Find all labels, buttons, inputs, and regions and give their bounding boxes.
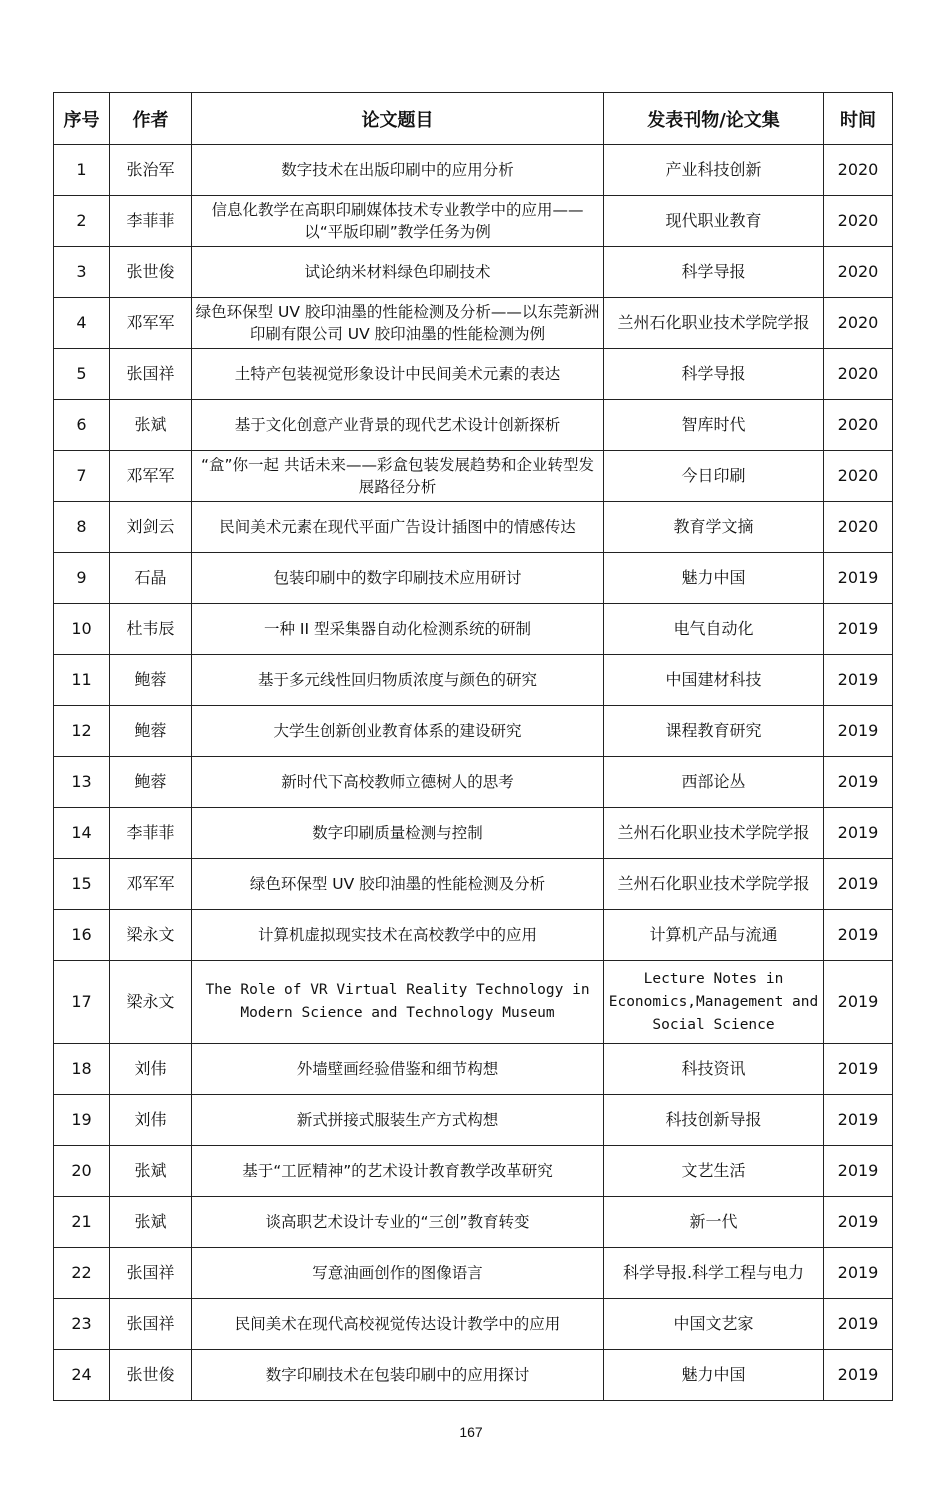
cell-journal: 中国文艺家 bbox=[604, 1299, 824, 1350]
cell-author: 鲍蓉 bbox=[110, 655, 192, 706]
cell-journal: 智库时代 bbox=[604, 400, 824, 451]
table-row bbox=[54, 400, 893, 451]
table-row bbox=[54, 196, 893, 247]
cell-title: 基于“工匠精神”的艺术设计教育教学改革研究 bbox=[192, 1146, 604, 1197]
cell-year: 2019 bbox=[824, 706, 893, 757]
table-row bbox=[54, 1197, 893, 1248]
header-author: 作者 bbox=[110, 93, 192, 145]
cell-title: 外墙壁画经验借鉴和细节构想 bbox=[192, 1044, 604, 1095]
table-row bbox=[54, 1350, 893, 1401]
table-row bbox=[54, 961, 893, 1044]
cell-title: 基于文化创意产业背景的现代艺术设计创新探析 bbox=[192, 400, 604, 451]
cell-year: 2019 bbox=[824, 1248, 893, 1299]
cell-journal: 今日印刷 bbox=[604, 451, 824, 502]
cell-author: 邓军军 bbox=[110, 298, 192, 349]
cell-title: 包装印刷中的数字印刷技术应用研讨 bbox=[192, 553, 604, 604]
cell-title: 谈高职艺术设计专业的“三创”教育转变 bbox=[192, 1197, 604, 1248]
cell-journal: Lecture Notes in Economics,Management and Social Science bbox=[604, 961, 824, 1044]
cell-author: 张斌 bbox=[110, 1197, 192, 1248]
cell-title: 民间美术在现代高校视觉传达设计教学中的应用 bbox=[192, 1299, 604, 1350]
cell-no: 16 bbox=[54, 910, 110, 961]
cell-author: 石晶 bbox=[110, 553, 192, 604]
cell-no: 20 bbox=[54, 1146, 110, 1197]
cell-year: 2019 bbox=[824, 1044, 893, 1095]
cell-title: 绿色环保型 UV 胶印油墨的性能检测及分析——以东莞新洲印刷有限公司 UV 胶印油墨的性能检测为例 bbox=[192, 298, 604, 349]
cell-no: 24 bbox=[54, 1350, 110, 1401]
cell-title: 数字印刷质量检测与控制 bbox=[192, 808, 604, 859]
cell-year: 2020 bbox=[824, 349, 893, 400]
table-row bbox=[54, 910, 893, 961]
cell-title: “盒”你一起 共话未来——彩盒包装发展趋势和企业转型发展路径分析 bbox=[192, 451, 604, 502]
table-row bbox=[54, 604, 893, 655]
cell-journal: 科学导报.科学工程与电力 bbox=[604, 1248, 824, 1299]
cell-journal: 计算机产品与流通 bbox=[604, 910, 824, 961]
cell-author: 鲍蓉 bbox=[110, 706, 192, 757]
cell-title: 写意油画创作的图像语言 bbox=[192, 1248, 604, 1299]
cell-year: 2019 bbox=[824, 961, 893, 1044]
cell-year: 2020 bbox=[824, 298, 893, 349]
cell-journal: 魅力中国 bbox=[604, 553, 824, 604]
cell-author: 梁永文 bbox=[110, 910, 192, 961]
cell-year: 2019 bbox=[824, 1146, 893, 1197]
cell-title: 试论纳米材料绿色印刷技术 bbox=[192, 247, 604, 298]
cell-year: 2020 bbox=[824, 196, 893, 247]
cell-year: 2019 bbox=[824, 859, 893, 910]
cell-author: 张国祥 bbox=[110, 1299, 192, 1350]
cell-author: 张治军 bbox=[110, 145, 192, 196]
cell-journal: 科学导报 bbox=[604, 247, 824, 298]
cell-year: 2019 bbox=[824, 808, 893, 859]
cell-journal: 电气自动化 bbox=[604, 604, 824, 655]
cell-author: 邓军军 bbox=[110, 859, 192, 910]
cell-journal: 现代职业教育 bbox=[604, 196, 824, 247]
cell-year: 2019 bbox=[824, 1197, 893, 1248]
cell-no: 2 bbox=[54, 196, 110, 247]
cell-author: 张国祥 bbox=[110, 1248, 192, 1299]
cell-journal: 文艺生活 bbox=[604, 1146, 824, 1197]
table-row bbox=[54, 655, 893, 706]
cell-journal: 兰州石化职业技术学院学报 bbox=[604, 808, 824, 859]
table-row bbox=[54, 706, 893, 757]
cell-no: 5 bbox=[54, 349, 110, 400]
cell-year: 2019 bbox=[824, 655, 893, 706]
cell-year: 2019 bbox=[824, 553, 893, 604]
cell-no: 8 bbox=[54, 502, 110, 553]
cell-no: 13 bbox=[54, 757, 110, 808]
cell-author: 鲍蓉 bbox=[110, 757, 192, 808]
cell-journal: 产业科技创新 bbox=[604, 145, 824, 196]
cell-no: 12 bbox=[54, 706, 110, 757]
cell-journal: 教育学文摘 bbox=[604, 502, 824, 553]
cell-author: 张斌 bbox=[110, 1146, 192, 1197]
cell-author: 刘伟 bbox=[110, 1044, 192, 1095]
cell-author: 张国祥 bbox=[110, 349, 192, 400]
cell-no: 17 bbox=[54, 961, 110, 1044]
cell-year: 2019 bbox=[824, 1350, 893, 1401]
cell-no: 3 bbox=[54, 247, 110, 298]
header-title: 论文题目 bbox=[192, 93, 604, 145]
cell-year: 2020 bbox=[824, 400, 893, 451]
cell-journal: 西部论丛 bbox=[604, 757, 824, 808]
page-number: 167 bbox=[459, 1424, 483, 1440]
cell-year: 2020 bbox=[824, 145, 893, 196]
cell-author: 张斌 bbox=[110, 400, 192, 451]
table-row bbox=[54, 247, 893, 298]
cell-author: 李菲菲 bbox=[110, 808, 192, 859]
table-body bbox=[54, 145, 893, 1401]
cell-no: 4 bbox=[54, 298, 110, 349]
cell-title: 基于多元线性回归物质浓度与颜色的研究 bbox=[192, 655, 604, 706]
table-row bbox=[54, 1095, 893, 1146]
cell-journal: 兰州石化职业技术学院学报 bbox=[604, 859, 824, 910]
table-row bbox=[54, 553, 893, 604]
cell-journal: 科技资讯 bbox=[604, 1044, 824, 1095]
cell-title: 新式拼接式服装生产方式构想 bbox=[192, 1095, 604, 1146]
cell-year: 2019 bbox=[824, 910, 893, 961]
cell-no: 15 bbox=[54, 859, 110, 910]
cell-no: 7 bbox=[54, 451, 110, 502]
table-row bbox=[54, 1146, 893, 1197]
table-row bbox=[54, 859, 893, 910]
cell-journal: 兰州石化职业技术学院学报 bbox=[604, 298, 824, 349]
table-row bbox=[54, 451, 893, 502]
table-row bbox=[54, 298, 893, 349]
cell-title: 大学生创新创业教育体系的建设研究 bbox=[192, 706, 604, 757]
cell-no: 11 bbox=[54, 655, 110, 706]
cell-year: 2019 bbox=[824, 757, 893, 808]
cell-author: 刘伟 bbox=[110, 1095, 192, 1146]
cell-no: 22 bbox=[54, 1248, 110, 1299]
cell-title: 计算机虚拟现实技术在高校教学中的应用 bbox=[192, 910, 604, 961]
table-row bbox=[54, 145, 893, 196]
table-row bbox=[54, 1044, 893, 1095]
cell-title: 绿色环保型 UV 胶印油墨的性能检测及分析 bbox=[192, 859, 604, 910]
cell-title: The Role of VR Virtual Reality Technology in Modern Science and Technology Museum bbox=[192, 961, 604, 1044]
cell-no: 18 bbox=[54, 1044, 110, 1095]
header-row bbox=[54, 93, 893, 145]
cell-journal: 课程教育研究 bbox=[604, 706, 824, 757]
header-no: 序号 bbox=[54, 93, 110, 145]
cell-year: 2020 bbox=[824, 502, 893, 553]
cell-no: 6 bbox=[54, 400, 110, 451]
cell-author: 杜韦辰 bbox=[110, 604, 192, 655]
cell-title: 数字技术在出版印刷中的应用分析 bbox=[192, 145, 604, 196]
cell-year: 2019 bbox=[824, 604, 893, 655]
cell-no: 14 bbox=[54, 808, 110, 859]
cell-title: 一种 II 型采集器自动化检测系统的研制 bbox=[192, 604, 604, 655]
cell-no: 23 bbox=[54, 1299, 110, 1350]
cell-no: 19 bbox=[54, 1095, 110, 1146]
cell-author: 梁永文 bbox=[110, 961, 192, 1044]
cell-title: 信息化教学在高职印刷媒体技术专业教学中的应用——以“平版印刷”教学任务为例 bbox=[192, 196, 604, 247]
table-row bbox=[54, 1299, 893, 1350]
table-row bbox=[54, 808, 893, 859]
header-year: 时间 bbox=[824, 93, 893, 145]
cell-journal: 新一代 bbox=[604, 1197, 824, 1248]
cell-no: 10 bbox=[54, 604, 110, 655]
cell-no: 1 bbox=[54, 145, 110, 196]
cell-year: 2020 bbox=[824, 451, 893, 502]
cell-no: 21 bbox=[54, 1197, 110, 1248]
cell-no: 9 bbox=[54, 553, 110, 604]
cell-title: 新时代下高校教师立德树人的思考 bbox=[192, 757, 604, 808]
cell-year: 2019 bbox=[824, 1095, 893, 1146]
header-journal: 发表刊物/论文集 bbox=[604, 93, 824, 145]
cell-author: 李菲菲 bbox=[110, 196, 192, 247]
cell-year: 2019 bbox=[824, 1299, 893, 1350]
table-row bbox=[54, 502, 893, 553]
table-row bbox=[54, 1248, 893, 1299]
table-row bbox=[54, 757, 893, 808]
cell-title: 土特产包装视觉形象设计中民间美术元素的表达 bbox=[192, 349, 604, 400]
table-row bbox=[54, 349, 893, 400]
cell-journal: 科技创新导报 bbox=[604, 1095, 824, 1146]
cell-title: 数字印刷技术在包装印刷中的应用探讨 bbox=[192, 1350, 604, 1401]
cell-journal: 科学导报 bbox=[604, 349, 824, 400]
cell-journal: 中国建材科技 bbox=[604, 655, 824, 706]
cell-author: 刘剑云 bbox=[110, 502, 192, 553]
cell-title: 民间美术元素在现代平面广告设计插图中的情感传达 bbox=[192, 502, 604, 553]
cell-journal: 魅力中国 bbox=[604, 1350, 824, 1401]
cell-author: 张世俊 bbox=[110, 1350, 192, 1401]
cell-author: 张世俊 bbox=[110, 247, 192, 298]
cell-author: 邓军军 bbox=[110, 451, 192, 502]
papers-table bbox=[53, 92, 893, 1401]
cell-year: 2020 bbox=[824, 247, 893, 298]
